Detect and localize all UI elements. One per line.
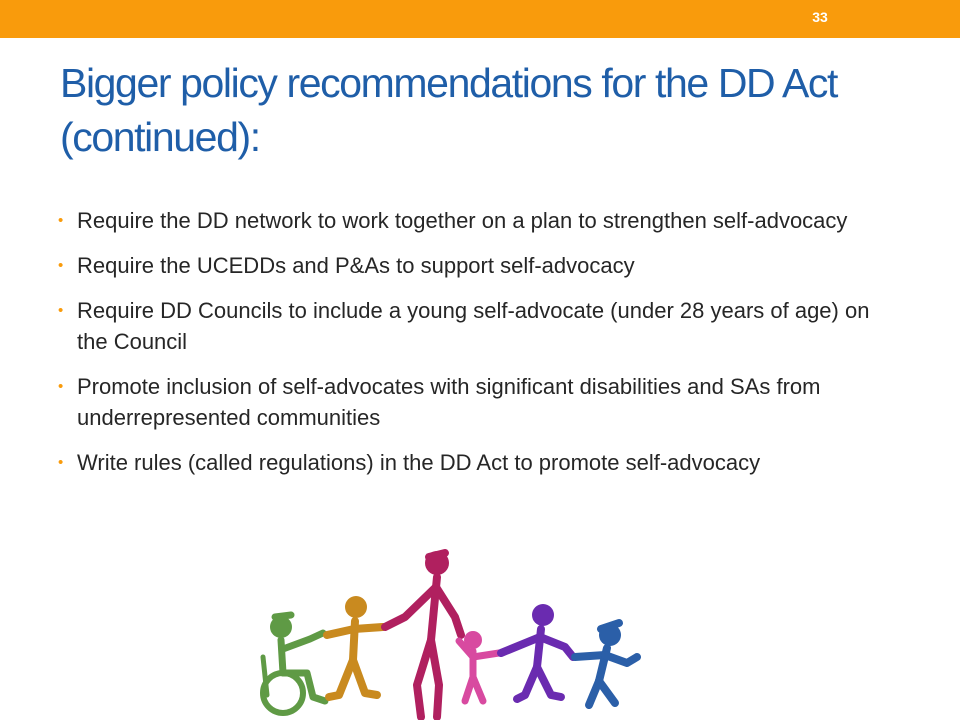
bullet-text: Require the DD network to work together on a plan to strengthen self-advocacy: [77, 208, 848, 233]
bullet-text: Require DD Councils to include a young self-advocate (under 28 years of age) on the Council: [77, 298, 870, 354]
bullet-item: [58, 250, 898, 281]
bullet-item: [58, 295, 898, 357]
bullet-text: Promote inclusion of self-advocates with significant disabilities and SAs from underrepresented communities: [77, 374, 821, 430]
bullet-text: Write rules (called regulations) in the DD Act to promote self-advocacy: [77, 450, 761, 475]
bullet-dot-icon: •: [58, 257, 64, 274]
top-accent-bar: [0, 0, 960, 38]
bullet-item: [58, 371, 898, 433]
slide-number: 33: [812, 9, 828, 25]
tall-magenta-figure: [385, 551, 461, 717]
gold-figure: [327, 596, 383, 697]
bullet-item: [58, 447, 898, 478]
blue-figure: [575, 623, 637, 705]
bullet-dot-icon: •: [58, 212, 64, 229]
wheelchair-user-figure: [263, 615, 325, 713]
bullet-dot-icon: •: [58, 454, 64, 471]
bullet-item: [58, 205, 898, 236]
bullet-dot-icon: •: [58, 378, 64, 395]
people-holding-hands-illustration: [255, 545, 655, 720]
pink-child-figure: [459, 631, 499, 701]
bullet-dot-icon: •: [58, 302, 64, 319]
slide-title: Bigger policy recommendations for the DD Act (continued):: [60, 60, 837, 160]
bullet-list: [58, 205, 898, 492]
purple-figure: [501, 604, 573, 699]
bullet-text: Require the UCEDDs and P&As to support self-advocacy: [77, 253, 635, 278]
